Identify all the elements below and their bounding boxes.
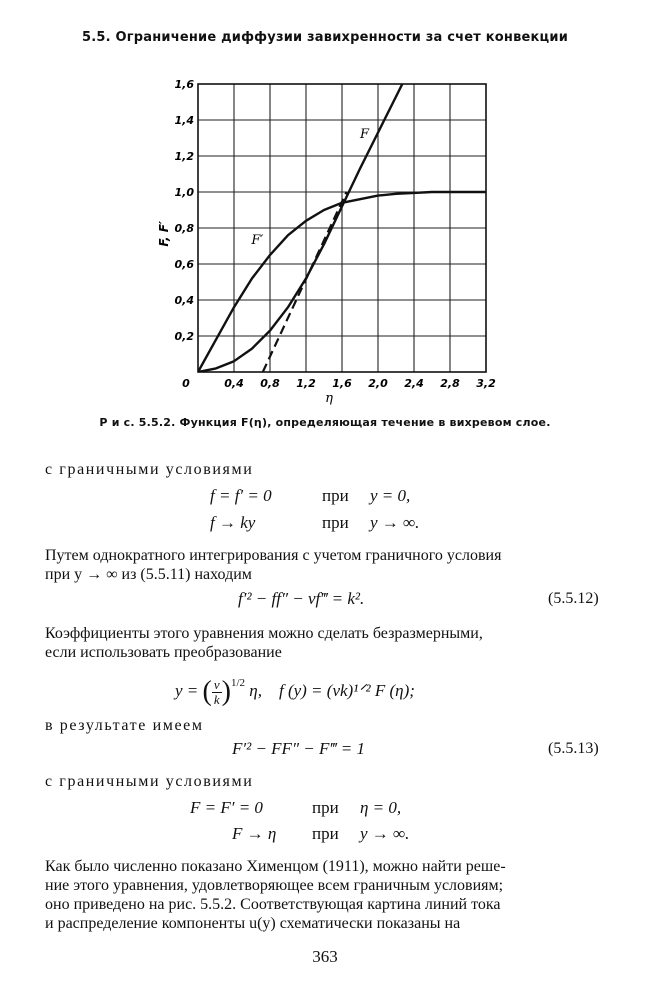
x-tick-label: 2,4 [404, 377, 424, 390]
paragraph-hiemenz-l2: ние этого уравнения, удовлетворяющее всем граничным условиям; [45, 877, 504, 894]
fraction-numerator: ν [213, 676, 220, 692]
x-tick-label: 0,8 [260, 377, 280, 390]
bc2-b-rhs-text: y → ∞. [360, 824, 410, 843]
transformation-y: y = [175, 681, 199, 700]
bc2-a-lhs [190, 797, 263, 819]
chart [150, 68, 520, 413]
fraction-denominator: k [213, 691, 220, 707]
bc2-a-rhs [360, 797, 401, 819]
bc1-a-lhs-text: f = f′ = 0 [210, 486, 272, 505]
asymptote-dashed-line [263, 192, 347, 372]
y-tick-label: 1,4 [174, 114, 194, 127]
bc2-b-lhs-text: F → η [232, 824, 277, 843]
y-tick-label: 1,2 [174, 150, 194, 163]
bc1-a-rhs [370, 485, 410, 507]
bc1-b-rhs [370, 512, 419, 534]
bc1-b-rhs-text: y → ∞. [370, 513, 420, 532]
y-tick-label: 0,4 [174, 294, 194, 307]
bc2-b-rhs [360, 823, 409, 845]
y-tick-label: 0,8 [174, 222, 194, 235]
bc2-b-word: при [312, 824, 339, 843]
fraction-nu-over-k [212, 678, 222, 707]
figure [150, 68, 520, 413]
close-paren: ) [221, 676, 231, 708]
paragraph-dimensionless-l2: если использовать преобразование [45, 644, 282, 661]
figure-caption: Р и с. 5.5.2. Функция F(η), определяющая течение в вихревом слое. [99, 416, 551, 429]
x-tick-label: 0,4 [224, 377, 244, 390]
equation-number-5-5-13: (5.5.13) [548, 740, 599, 757]
x-tick-label: 2,8 [440, 377, 460, 390]
transformation-equation [175, 672, 415, 707]
paragraph-result: в результате имеем [45, 717, 204, 734]
running-head: 5.5. Ограничение диффузии завихренности за счет конвекции [81, 30, 568, 45]
bc2-a-lhs-text: F = F′ = 0 [190, 798, 263, 817]
equation-5-5-13-text: F′² − FF″ − F‴ = 1 [232, 739, 365, 758]
page-number: 363 [312, 947, 338, 966]
bc1-a-lhs [210, 485, 272, 507]
paragraph-hiemenz-l1: Как было численно показано Хименцом (1911), можно найти реше- [45, 858, 506, 875]
bc1-b-lhs-text: f → ky [210, 513, 256, 532]
y-tick-label: 1,6 [174, 78, 194, 91]
y-tick-label: 1,0 [174, 186, 194, 199]
paragraph-hiemenz-l3: оно приведено на рис. 5.5.2. Соответствующая картина линий тока [45, 896, 501, 913]
bc1-a-word: при [322, 486, 349, 505]
paragraph-dimensionless-l1: Коэффициенты этого уравнения можно сделать безразмерными, [45, 625, 483, 642]
bc1-b-lhs [210, 512, 255, 534]
equation-number-5-5-12: (5.5.12) [548, 590, 599, 607]
transformation-eta: η, [249, 681, 262, 700]
transformation-exponent: 1/2 [230, 677, 246, 689]
x-tick-label: 1,2 [296, 377, 316, 390]
x-tick-label: 3,2 [476, 377, 496, 390]
bc2-a-rhs-text: η = 0, [360, 798, 402, 817]
bc2-b-lhs [232, 823, 276, 845]
paragraph-integration-l2: при y → ∞ из (5.5.11) находим [45, 566, 252, 583]
open-paren: ( [202, 676, 212, 708]
bc1-a-rhs-text: y = 0, [370, 486, 411, 505]
curve-label-F-prime: F′ [251, 233, 264, 249]
paragraph-boundary-intro: с граничными условиями [45, 461, 254, 478]
bc2-a-word: при [312, 798, 339, 817]
x-tick-label: 0 [182, 377, 190, 390]
y-tick-label: 0,6 [174, 258, 194, 271]
equation-5-5-13 [232, 738, 365, 760]
y-axis-label: F, F′ [157, 220, 171, 247]
bc1-b-word: при [322, 513, 349, 532]
paragraph-integration-l1: Путем однократного интегрирования с учетом граничного условия [45, 547, 502, 564]
equation-5-5-12 [238, 588, 364, 610]
transformation-rhs: f (y) = (νk)¹ᐟ² F (η); [278, 681, 415, 700]
equation-5-5-12-text: f′² − ff″ − νf‴ = k². [238, 589, 365, 608]
x-axis-label: η [325, 391, 333, 406]
paragraph-boundary-dimless: с граничными условиями [45, 773, 254, 790]
curve-label-F: F [359, 127, 370, 142]
x-tick-label: 1,6 [332, 377, 352, 390]
x-tick-label: 2,0 [368, 377, 388, 390]
paragraph-hiemenz-l4: и распределение компоненты u(y) схематически показаны на [45, 915, 461, 932]
y-tick-label: 0,2 [174, 330, 194, 343]
